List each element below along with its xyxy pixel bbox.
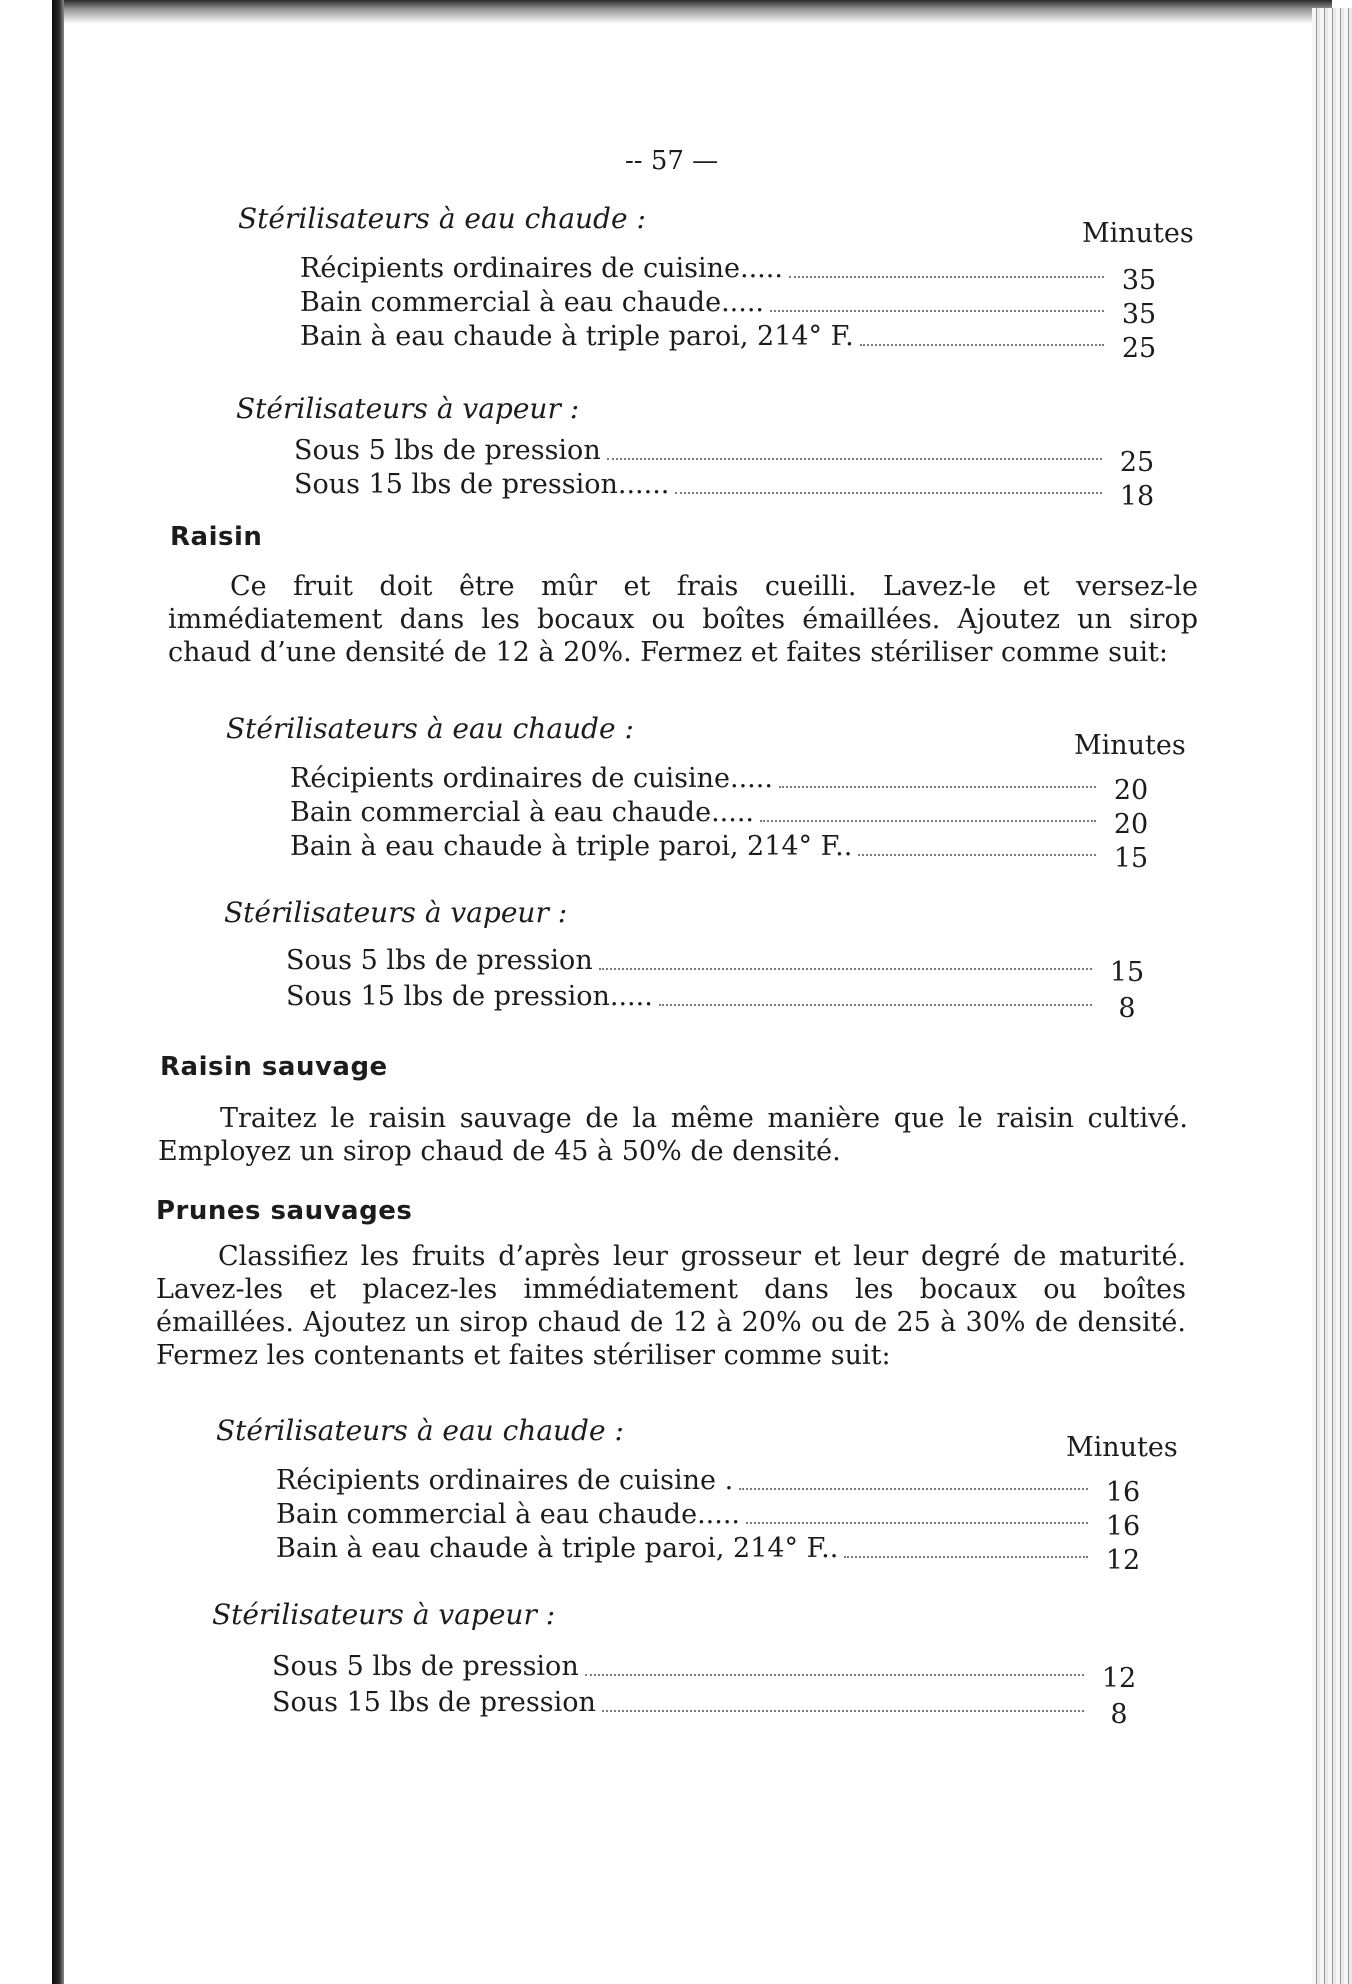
- row-label: Récipients ordinaires de cuisine .: [276, 1465, 734, 1496]
- table-row: [276, 1464, 1152, 1508]
- row-label: Sous 5 lbs de pression: [294, 435, 601, 466]
- row-value: 16: [1105, 1511, 1141, 1542]
- table-row: [290, 830, 1160, 874]
- heading-raisin: Raisin: [170, 522, 263, 552]
- paragraph-raisin: Ce fruit doit être mûr et frais cueilli. Lavez-le et versez-le immédiatement dans les bocaux ou boîtes émaillées. Ajoutez un sirop chaud d’une densité de 12 à 20%. Fermez et faites stériliser comme suit:: [168, 571, 1198, 668]
- book-page: [150, 0, 1210, 1984]
- table-row: [300, 252, 1168, 296]
- row-label: Sous 5 lbs de pression: [286, 945, 593, 976]
- row-label: Bain à eau chaude à triple paroi, 214° F..: [276, 1533, 839, 1564]
- table-row: [294, 468, 1166, 512]
- leader-dots: [607, 458, 1102, 460]
- row-value: 8: [1110, 1699, 1128, 1730]
- row-label: Récipients ordinaires de cuisine.....: [300, 253, 783, 284]
- table-row: [272, 1686, 1148, 1730]
- row-label: Bain commercial à eau chaude.....: [290, 797, 754, 828]
- leader-dots: [746, 1522, 1088, 1524]
- table-row: [286, 980, 1156, 1024]
- row-value: 25: [1119, 447, 1155, 478]
- steam-title-1: Stérilisateurs à vapeur :: [236, 392, 580, 425]
- leader-dots: [585, 1674, 1084, 1676]
- paragraph-prunes-sauvages: Classifiez les fruits d’après leur grosseur et leur degré de maturité. Lavez-les et placez-les immédiatement dans les bocaux ou boîtes émaillées. Ajoutez un sirop chaud de 12 à 20% ou de 25 à 30% de densité. Fermez les contenants et faites stériliser comme suit:: [156, 1241, 1186, 1371]
- steam-title-3: Stérilisateurs à vapeur :: [212, 1598, 556, 1631]
- leader-dots: [659, 1004, 1092, 1006]
- leader-dots: [858, 854, 1096, 856]
- leader-dots: [599, 968, 1092, 970]
- row-value: 35: [1121, 265, 1157, 296]
- row-label: Sous 5 lbs de pression: [272, 1651, 579, 1682]
- hot-water-title-1: Stérilisateurs à eau chaude :: [238, 202, 646, 235]
- hot-water-title-3: Stérilisateurs à eau chaude :: [216, 1414, 624, 1447]
- hot-water-title-2: Stérilisateurs à eau chaude :: [226, 712, 634, 745]
- row-value: 35: [1121, 299, 1157, 330]
- table-row: [300, 286, 1168, 330]
- row-label: Récipients ordinaires de cuisine.....: [290, 763, 773, 794]
- row-value: 8: [1118, 993, 1136, 1024]
- table-row: [286, 944, 1156, 988]
- leader-dots: [760, 820, 1096, 822]
- row-label: Bain commercial à eau chaude.....: [300, 287, 764, 318]
- row-label: Sous 15 lbs de pression.....: [286, 981, 653, 1012]
- table-row: [300, 320, 1168, 364]
- row-value: 15: [1113, 843, 1149, 874]
- row-value: 25: [1121, 333, 1157, 364]
- table-row: [294, 434, 1166, 478]
- minutes-header-3: Minutes: [1066, 1432, 1178, 1463]
- heading-raisin-sauvage: Raisin sauvage: [160, 1052, 388, 1082]
- table-row: [276, 1498, 1152, 1542]
- row-value: 12: [1105, 1545, 1141, 1576]
- steam-title-2: Stérilisateurs à vapeur :: [224, 896, 568, 929]
- leader-dots: [789, 276, 1104, 278]
- leader-dots: [844, 1556, 1088, 1558]
- row-value: 20: [1113, 809, 1149, 840]
- leader-dots: [779, 786, 1096, 788]
- leader-dots: [675, 492, 1102, 494]
- paragraph-raisin-sauvage: Traitez le raisin sauvage de la même manière que le raisin cultivé. Employez un sirop chaud de 45 à 50% de densité.: [158, 1103, 1188, 1167]
- row-value: 20: [1113, 775, 1149, 806]
- leader-dots: [739, 1488, 1088, 1490]
- book-spine: [52, 0, 64, 1984]
- leader-dots: [860, 344, 1104, 346]
- row-label: Sous 15 lbs de pression: [272, 1687, 596, 1718]
- table-row: [272, 1650, 1148, 1694]
- row-value: 16: [1105, 1477, 1141, 1508]
- heading-prunes-sauvages: Prunes sauvages: [156, 1196, 413, 1226]
- page-edges: [1312, 8, 1352, 1984]
- minutes-header-1: Minutes: [1082, 218, 1194, 249]
- leader-dots: [602, 1710, 1084, 1712]
- row-value: 12: [1101, 1663, 1137, 1694]
- page-number: -- 57 —: [625, 146, 719, 176]
- row-label: Bain à eau chaude à triple paroi, 214° F.: [300, 321, 854, 352]
- minutes-header-2: Minutes: [1074, 730, 1186, 761]
- row-value: 15: [1109, 957, 1145, 988]
- leader-dots: [770, 310, 1104, 312]
- row-label: Bain à eau chaude à triple paroi, 214° F..: [290, 831, 853, 862]
- row-value: 18: [1119, 481, 1155, 512]
- row-label: Sous 15 lbs de pression......: [294, 469, 670, 500]
- table-row: [290, 796, 1160, 840]
- row-label: Bain commercial à eau chaude.....: [276, 1499, 740, 1530]
- table-row: [290, 762, 1160, 806]
- table-row: [276, 1532, 1152, 1576]
